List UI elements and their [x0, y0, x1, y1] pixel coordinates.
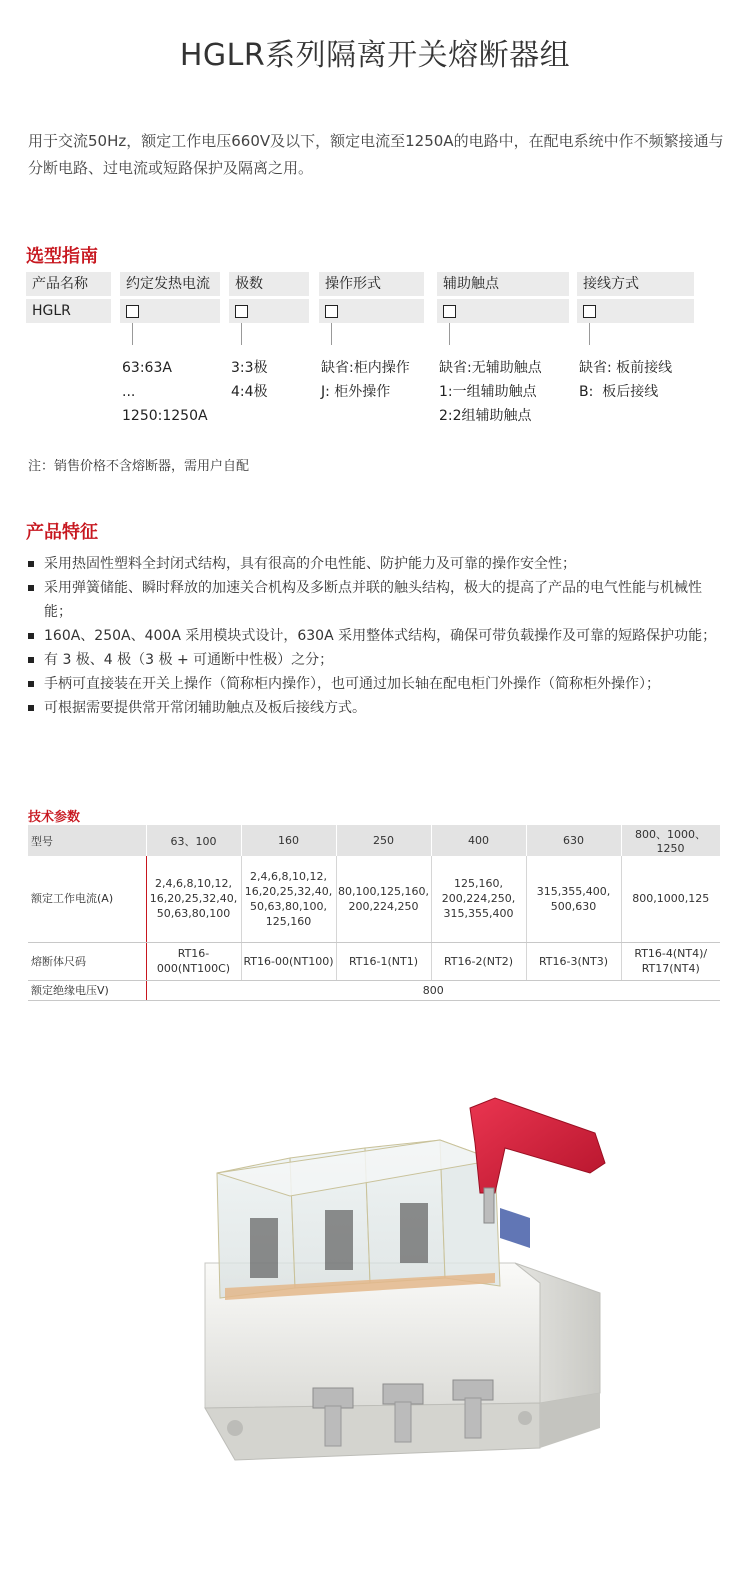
feature-text: 可根据需要提供常开常闭辅助触点及板后接线方式。: [44, 700, 366, 716]
spec-cell: 800: [146, 980, 720, 1000]
selection-checkbox-2: [229, 299, 309, 323]
page-title: HGLR系列隔离开关熔断器组: [179, 38, 571, 73]
checkbox-icon: [443, 305, 456, 318]
spec-cell: 2,4,6,8,10,12, 16,20,25,32,40, 50,63,80,100: [146, 856, 241, 942]
selection-options-5: 缺省: 板前接线 B: 板后接线: [579, 360, 673, 400]
spec-row: [28, 980, 720, 1000]
spec-model-header: 630: [526, 825, 621, 856]
spec-cell: 315,355,400, 500,630: [526, 856, 621, 942]
isolating-switch-fuse-photo: [195, 1088, 615, 1488]
spec-model-header: 160: [241, 825, 336, 856]
selection-options-3: 缺省:柜内操作 J: 柜外操作: [321, 360, 410, 400]
connector-line: [241, 323, 242, 345]
bullet-icon: [28, 633, 34, 639]
selection-options-1: 63:63A ... 1250:1250A: [122, 360, 208, 424]
feature-item: [28, 576, 728, 624]
checkbox-icon: [126, 305, 139, 318]
spec-cell: RT16-4(NT4)/ RT17(NT4): [621, 942, 720, 980]
selection-header-1: 约定发热电流: [120, 272, 220, 296]
checkbox-icon: [583, 305, 596, 318]
connector-line: [449, 323, 450, 345]
spec-model-header: 400: [431, 825, 526, 856]
connector-line: [589, 323, 590, 345]
selection-header-5: 接线方式: [577, 272, 694, 296]
spec-row: [28, 856, 720, 942]
feature-text: 采用热固性塑料全封闭式结构，具有很高的介电性能、防护能力及可靠的操作安全性；: [44, 556, 576, 572]
bullet-icon: [28, 585, 34, 591]
feature-item: [28, 672, 728, 696]
selection-checkbox-5: [577, 299, 694, 323]
spec-cell: 125,160, 200,224,250, 315,355,400: [431, 856, 526, 942]
selection-code-0: HGLR: [26, 299, 111, 323]
spec-row-label: 额定绝缘电压V): [28, 980, 146, 1000]
selection-note: 注：销售价格不含熔断器，需用户自配: [28, 459, 250, 474]
spec-model-header: 250: [336, 825, 431, 856]
feature-text: 160A、250A、400A 采用模块式设计，630A 采用整体式结构，确保可带负载操作及可靠的短路保护功能；: [44, 628, 717, 644]
feature-item: [28, 624, 728, 648]
spec-cell: RT16- 000(NT100C): [146, 942, 241, 980]
selection-checkbox-3: [319, 299, 424, 323]
bullet-icon: [28, 657, 34, 663]
tech-heading: 技术参数: [28, 810, 81, 825]
checkbox-icon: [325, 305, 338, 318]
selection-checkbox-4: [437, 299, 569, 323]
feature-item: [28, 552, 728, 576]
features-heading: 产品特征: [26, 522, 98, 543]
feature-text: 手柄可直接装在开关上操作（简称柜内操作），也可通过加长轴在配电柜门外操作（简称柜外操作）；: [44, 676, 660, 692]
spec-model-header: 800、1000、1250: [621, 825, 720, 856]
bullet-icon: [28, 561, 34, 567]
selection-heading: 选型指南: [26, 246, 98, 267]
feature-item: [28, 696, 728, 720]
spec-model-header: 63、100: [146, 825, 241, 856]
checkbox-icon: [235, 305, 248, 318]
spec-table: [28, 825, 721, 1001]
selection-options-4: 缺省:无辅助触点 1:一组辅助触点 2:2组辅助触点: [439, 360, 542, 424]
feature-text: 有 3 极、4 极（3 极 + 可通断中性极）之分；: [44, 652, 334, 668]
spec-cell: RT16-1(NT1): [336, 942, 431, 980]
spec-row: [28, 942, 720, 980]
selection-header-2: 极数: [229, 272, 309, 296]
selection-header-0: 产品名称: [26, 272, 111, 296]
spec-cell: RT16-3(NT3): [526, 942, 621, 980]
connector-line: [132, 323, 133, 345]
feature-text: 采用弹簧储能、瞬时释放的加速关合机构及多断点并联的触头结构，极大的提高了产品的电气性能与机械性能；: [44, 580, 702, 620]
spec-cell: RT16-2(NT2): [431, 942, 526, 980]
spec-cell: 80,100,125,160, 200,224,250: [336, 856, 431, 942]
bullet-icon: [28, 681, 34, 687]
connector-line: [331, 323, 332, 345]
spec-row-label: 熔断体尺码: [28, 942, 146, 980]
spec-header-label: 型号: [28, 825, 146, 856]
selection-header-4: 辅助触点: [437, 272, 569, 296]
selection-checkbox-1: [120, 299, 220, 323]
selection-options-2: 3:3极 4:4极: [231, 360, 268, 400]
feature-item: [28, 648, 728, 672]
intro-text: 用于交流50Hz，额定工作电压660V及以下，额定电流至1250A的电路中，在配电系统中作不频繁接通与分断电路、过电流或短路保护及隔离之用。: [28, 132, 724, 177]
selection-header-3: 操作形式: [319, 272, 424, 296]
bullet-icon: [28, 705, 34, 711]
spec-row-label: 额定工作电流(A): [28, 856, 146, 942]
features-list: [28, 552, 728, 720]
spec-cell: RT16-00(NT100): [241, 942, 336, 980]
spec-cell: 800,1000,125: [621, 856, 720, 942]
spec-cell: 2,4,6,8,10,12, 16,20,25,32,40, 50,63,80,100, 125,160: [241, 856, 336, 942]
